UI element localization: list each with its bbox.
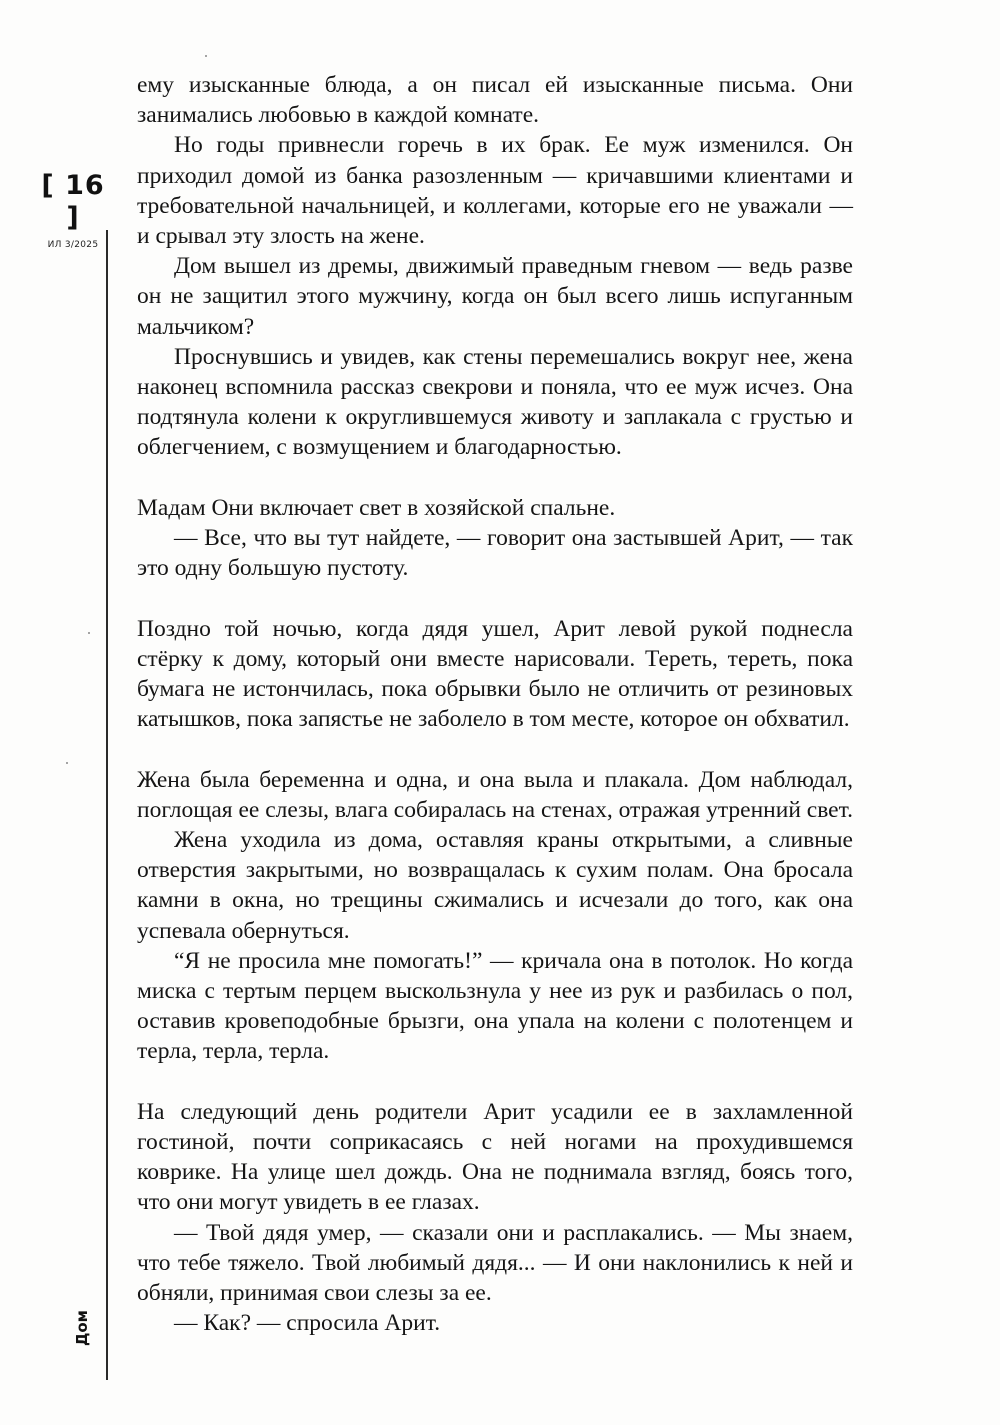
paragraph: Жена уходила из дома, оставляя краны открытыми, а сливные отверстия закрытыми, но возвращалась к сухим полам. Она бросала камни в окна, но трещины сжимались и исчезали до того, как она успевала обернуться. bbox=[137, 827, 853, 944]
paper-speck bbox=[66, 762, 68, 764]
paragraph: Проснувшись и увидев, как стены перемешались вокруг нее, жена наконец вспомнила рассказ свекрови и поняла, что ее муж исчез. Она подтянула колени к округлившемуся животу и заплакала с грустью и облегчением, с возмущением и благодарностью. bbox=[137, 343, 853, 461]
dialogue-line: — Как? — спросила Арит. bbox=[174, 1310, 441, 1337]
paragraph: Дом вышел из дремы, движимый праведным гневом — ведь разве он не защитил этого мужчину, когда он был всего лишь испуганным мальчиком? bbox=[137, 253, 853, 340]
paragraph: “Я не просила мне помогать!” — кричала она в потолок. Но когда миска с тертым перцем выскользнула у нее из рук и разбилась о пол, оставив кровеподобные брызги, она упала на колени с полотенцем и терла, терла, терла. bbox=[137, 947, 853, 1065]
paragraph: ему изысканные блюда, а он писал ей изысканные письма. Они занимались любовью в каждой комнате. bbox=[137, 72, 853, 129]
paper-speck bbox=[205, 55, 207, 57]
folio bbox=[38, 170, 108, 250]
dialogue-line: — Все, что вы тут найдете, — говорит она застывшей Арит, — так это одну большую пустоту. bbox=[137, 525, 853, 582]
running-title: Дом bbox=[73, 1310, 91, 1346]
paper-speck bbox=[88, 632, 90, 634]
paragraph: Мадам Они включает свет в хозяйской спальне. bbox=[137, 494, 616, 521]
paragraph: Но годы привнесли горечь в их брак. Ее муж изменился. Он приходил домой из банка разозленным — кричавшими клиентами и требовательной начальницей, и коллегами, которые его не уважали — и срывал эту злость на жене. bbox=[137, 132, 853, 250]
margin-rule bbox=[106, 230, 108, 1380]
journal-issue: ИЛ 3/2025 bbox=[47, 240, 99, 250]
page-number: [ 16 ] bbox=[41, 170, 105, 233]
dialogue-line: — Твой дядя умер, — сказали они и расплакались. — Мы знаем, что тебе тяжело. Твой любимый дядя... — И они наклонились к ней и обняли, принимая свои слезы за ее. bbox=[137, 1219, 853, 1307]
paragraph: Поздно той ночью, когда дядя ушел, Арит левой рукой поднесла стёрку к дому, который они вместе нарисовали. Тереть, тереть, пока бумага не истончилась, пока обрывки было не отличить от резиновых катышков, пока запястье не заболело в том месте, которое он обхватил. bbox=[137, 615, 853, 733]
paragraph: Жена была беременна и одна, и она выла и плакала. Дом наблюдал, поглощая ее слезы, влага собиралась на стенах, отражая утренний свет. bbox=[137, 766, 853, 823]
text-column bbox=[137, 70, 853, 1338]
paragraph: На следующий день родители Арит усадили ее в захламленной гостиной, почти соприкасаясь с ней ногами на прохудившемся коврике. На улице шел дождь. Она не поднимала взгляд, боясь того, что они могут увидеть в ее глазах. bbox=[137, 1098, 853, 1216]
